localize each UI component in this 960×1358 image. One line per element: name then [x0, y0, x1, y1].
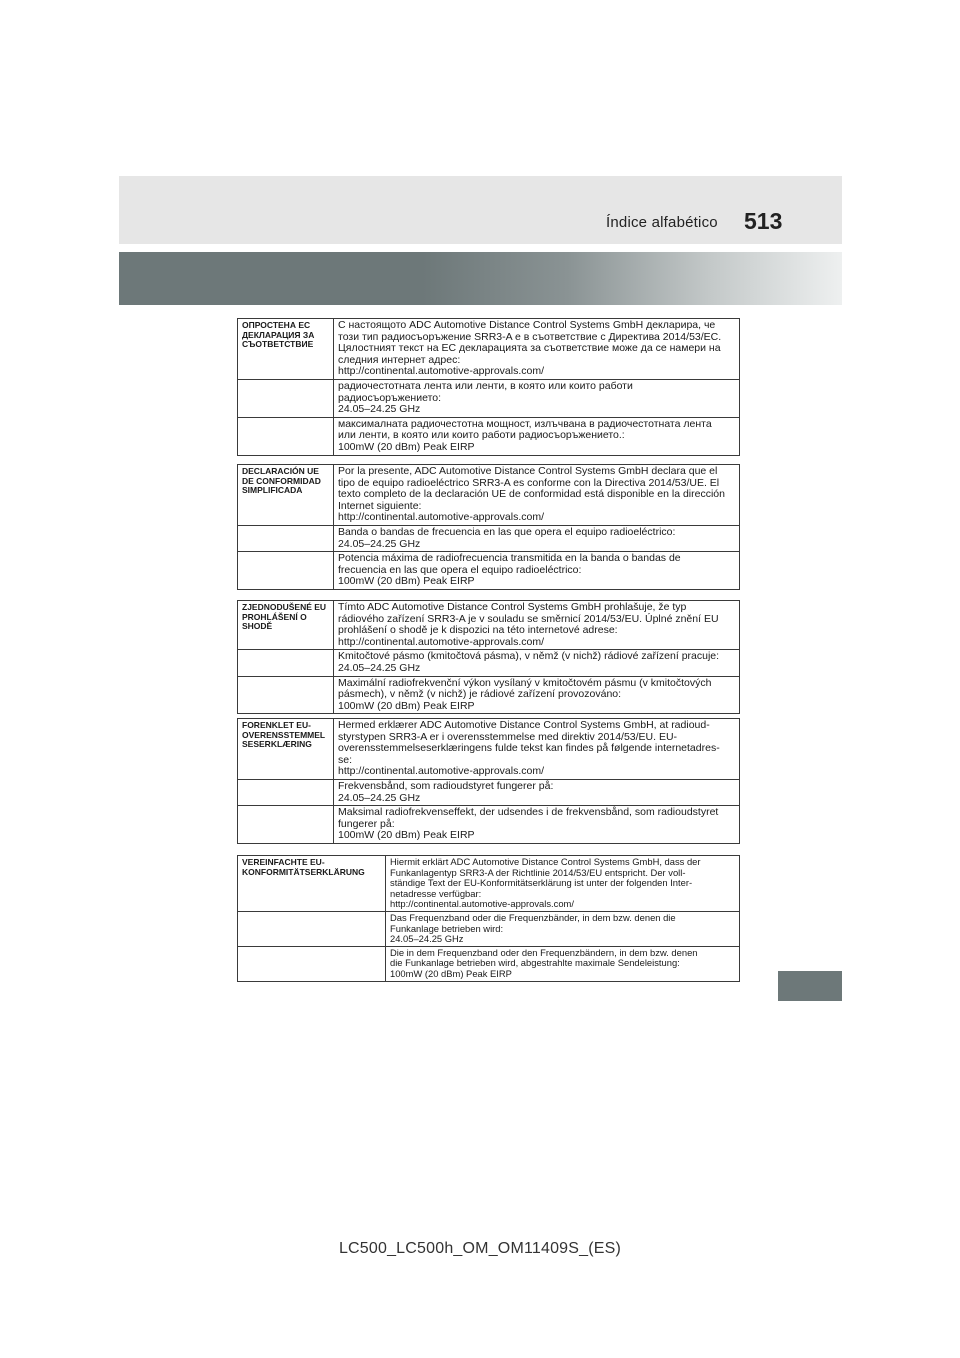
header-top-bar: [119, 176, 842, 244]
text-line: Frekvensbånd, som radioudstyret fungerer på:: [338, 779, 554, 792]
text-line: 100mW (20 dBm) Peak EIRP: [390, 967, 512, 979]
section-title: Índice alfabético: [606, 214, 718, 231]
text-line: Maksimal radiofrekvenseffekt, der udsendes i de frekvensbånd, som radioudstyret: [338, 806, 719, 819]
table-row: [238, 806, 740, 844]
text-line: http://continental.automotive-approvals.com/: [390, 898, 574, 910]
text-line: Por la presente, ADC Automotive Distance Control Systems GmbH declara que el: [338, 465, 718, 477]
table-row: [238, 601, 740, 650]
text-line: Hermed erklærer ADC Automotive Distance Control Systems GmbH, at radioud-: [338, 719, 710, 731]
text-line: Internet siguiente:: [338, 499, 422, 512]
text-line: 100mW (20 dBm) Peak EIRP: [338, 440, 475, 453]
text-line: 24.05–24.25 GHz: [338, 403, 421, 416]
frequency-band-text: [334, 525, 740, 551]
declaration-text: [334, 719, 740, 780]
max-power-text: [334, 552, 740, 590]
document-code: LC500_LC500h_OM_OM11409S_(ES): [338, 1240, 622, 1257]
text-line: 24.05–24.25 GHz: [338, 537, 421, 550]
table-row: [238, 650, 740, 676]
empty-cell: [238, 946, 386, 981]
table-row: [238, 552, 740, 590]
declaration-text: [334, 465, 740, 526]
table-row: [238, 417, 740, 455]
text-line: prohlášení o shodě je k dispozici na této internetové adrese:: [338, 624, 618, 637]
text-line: С настоящото ADC Automotive Distance Control Systems GmbH декларира, че: [338, 319, 716, 331]
text-line: http://continental.automotive-approvals.com/: [338, 365, 545, 378]
text-line: този тип радиосъоръжение SRR3-A е в съответствие с Директива 2014/53/ЕС.: [338, 330, 722, 343]
text-line: Tímto ADC Automotive Distance Control Systems GmbH prohlašuje, že typ: [338, 601, 687, 613]
text-line: netadresse verfügbar:: [390, 887, 482, 899]
table-row: [238, 946, 740, 981]
text-line: Die in dem Frequenzband oder den Frequenzbändern, in dem bzw. denen: [390, 946, 698, 958]
text-line: 24.05–24.25 GHz: [338, 661, 421, 674]
table-row: [238, 465, 740, 526]
text-line: Kmitočtové pásmo (kmitočtová pásma), v němž (v nichž) rádiové zařízení pracuje:: [338, 650, 720, 663]
empty-cell: [238, 552, 334, 590]
text-line: tipo de equipo radioeléctrico SRR3-A es conforme con la Directiva 2014/53/UE. El: [338, 476, 720, 489]
text-line: overensstemmelseserklæringens fulde tekst kan findes på følgende internetadres-: [338, 742, 720, 755]
table-row: [238, 856, 740, 912]
empty-cell: [238, 779, 334, 805]
header-gradient-band: [119, 252, 842, 305]
declaration-heading: ZJEDNODUŠENÉ EU PROHLÁŠENÍ O SHODĚ: [238, 601, 334, 650]
frequency-band-text: [334, 650, 740, 676]
text-line: 24.05–24.25 GHz: [338, 791, 421, 804]
declaration-table-es: [237, 464, 740, 590]
empty-cell: [238, 806, 334, 844]
text-line: rádiového zařízení SRR3-A je v souladu se směrnicí 2014/53/EU. Úplné znění EU: [338, 612, 719, 625]
text-line: Funkanlagentyp SRR3-A der Richtlinie 2014/53/EU entspricht. Der voll-: [390, 866, 686, 878]
text-line: se:: [338, 753, 353, 766]
text-line: frecuencia en las que opera el equipo radioeléctrico:: [338, 563, 582, 576]
max-power-text: [386, 946, 740, 981]
text-line: texto completo de la declaración UE de conformidad está disponible en la dirección: [338, 488, 725, 501]
declaration-text: [386, 856, 740, 912]
empty-cell: [238, 525, 334, 551]
text-line: fungerer på:: [338, 817, 395, 830]
table-row: [238, 676, 740, 714]
table-row: [238, 719, 740, 780]
empty-cell: [238, 676, 334, 714]
table-row: [238, 779, 740, 805]
text-line: Banda o bandas de frecuencia en las que opera el equipo radioeléctrico:: [338, 525, 676, 538]
declaration-heading: DECLARACIÓN UE DE CONFORMIDAD SIMPLIFICADA: [238, 465, 334, 526]
frequency-band-text: [334, 779, 740, 805]
section-side-tab: [778, 971, 842, 1001]
frequency-band-text: [334, 379, 740, 417]
text-line: pásmech), v němž (v nichž) je rádiové zařízení provozováno:: [338, 688, 622, 701]
declaration-table-da: [237, 718, 740, 844]
empty-cell: [238, 379, 334, 417]
text-line: радиосъоръжението:: [338, 391, 442, 404]
declaration-table-de: [237, 855, 740, 982]
declaration-text: [334, 319, 740, 380]
text-line: Das Frequenzband oder die Frequenzbänder, in dem bzw. denen die: [390, 911, 676, 923]
declaration-table-bg: [237, 318, 740, 456]
declaration-heading: FORENKLET EU-OVERENSSTEMMELSESERKLÆRING: [238, 719, 334, 780]
empty-cell: [238, 911, 386, 946]
max-power-text: [334, 806, 740, 844]
text-line: Hiermit erklärt ADC Automotive Distance Control Systems GmbH, dass der: [390, 856, 701, 867]
declaration-heading: VEREINFACHTE EU-KONFORMITÄTSERKLÄRUNG: [238, 856, 386, 912]
text-line: 100mW (20 dBm) Peak EIRP: [338, 575, 475, 588]
text-line: или ленти, в която или които работи радиосъоръжението.:: [338, 429, 625, 442]
text-line: Цялостният текст на ЕС декларацията за съответствие може да се намери на: [338, 342, 721, 355]
text-line: Funkanlage betrieben wird:: [390, 922, 504, 934]
text-line: ständige Text der EU-Konformitätserklärung ist unter der folgenden Inter-: [390, 877, 693, 889]
max-power-text: [334, 417, 740, 455]
text-line: http://continental.automotive-approvals.com/: [338, 635, 545, 648]
text-line: http://continental.automotive-approvals.com/: [338, 765, 545, 778]
text-line: 100mW (20 dBm) Peak EIRP: [338, 699, 475, 712]
text-line: следния интернет адрес:: [338, 353, 461, 366]
empty-cell: [238, 650, 334, 676]
text-line: максималната радиочестотна мощност, излъчвана в радиочестотната лента: [338, 417, 712, 430]
text-line: Potencia máxima de radiofrecuencia transmitida en la banda o bandas de: [338, 552, 681, 565]
table-row: [238, 525, 740, 551]
table-row: [238, 911, 740, 946]
text-line: 100mW (20 dBm) Peak EIRP: [338, 829, 475, 842]
text-line: радиочестотната лента или ленти, в която или които работи: [338, 379, 633, 392]
text-line: styrstypen SRR3-A er i overensstemmelse med direktiv 2014/53/EU. EU-: [338, 730, 678, 743]
table-row: [238, 319, 740, 380]
declaration-table-cs: [237, 600, 740, 714]
text-line: 24.05–24.25 GHz: [390, 933, 464, 945]
text-line: die Funkanlage betrieben wird, abgestrahlte maximale Sendeleistung:: [390, 957, 680, 969]
text-line: Maximální radiofrekvenční výkon vysílaný v kmitočtovém pásmu (v kmitočtových: [338, 676, 712, 689]
text-line: http://continental.automotive-approvals.com/: [338, 511, 545, 524]
declaration-heading: ОПРОСТЕНА ЕС ДЕКЛАРАЦИЯ ЗА СЪОТВЕТСТВИЕ: [238, 319, 334, 380]
table-row: [238, 379, 740, 417]
max-power-text: [334, 676, 740, 714]
empty-cell: [238, 417, 334, 455]
declaration-text: [334, 601, 740, 650]
page-number: 513: [744, 208, 783, 234]
frequency-band-text: [386, 911, 740, 946]
